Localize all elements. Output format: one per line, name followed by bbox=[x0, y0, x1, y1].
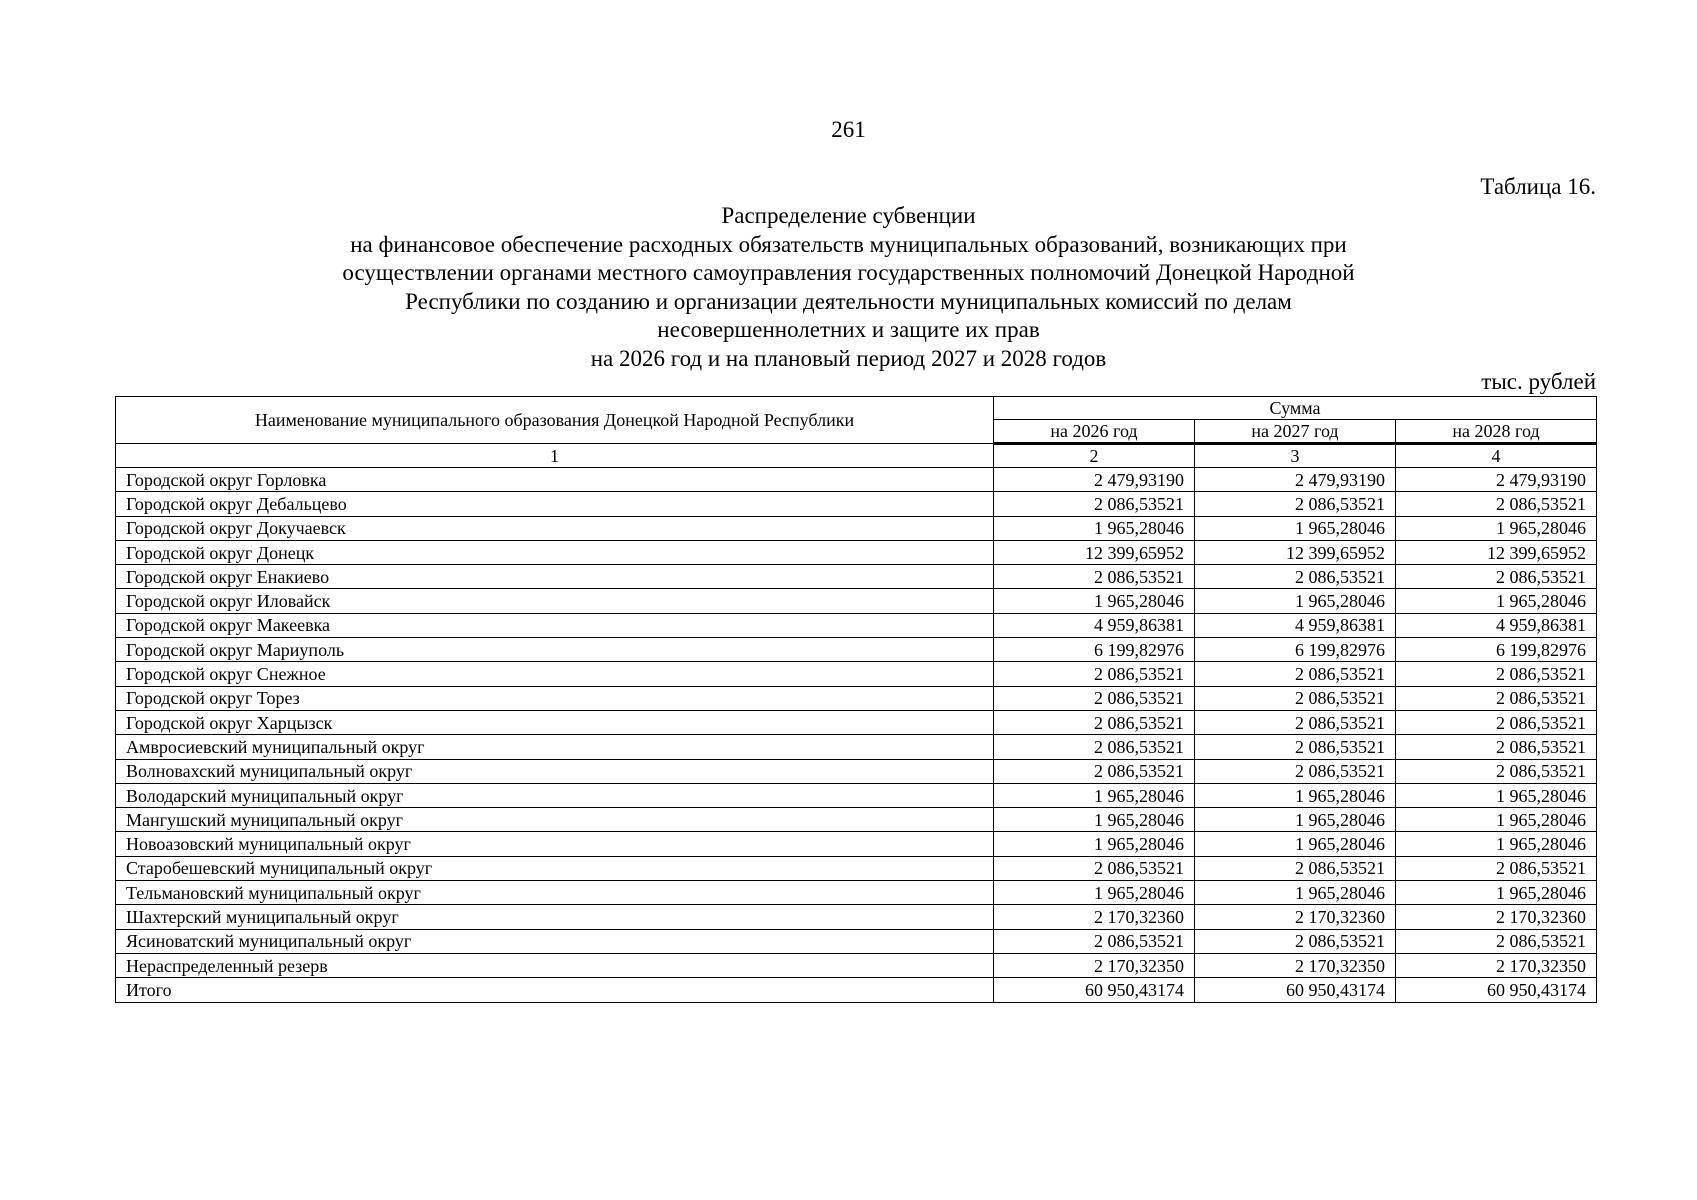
header-year-2028: на 2028 год bbox=[1396, 420, 1597, 444]
amount-2026: 2 170,32360 bbox=[994, 905, 1195, 929]
municipality-name: Старобешевский муниципальный округ bbox=[116, 856, 994, 880]
amount-2026: 1 965,28046 bbox=[994, 832, 1195, 856]
table-row bbox=[116, 953, 1597, 977]
amount-2028: 4 959,86381 bbox=[1396, 613, 1597, 637]
column-number: 3 bbox=[1195, 444, 1396, 468]
amount-2027: 1 965,28046 bbox=[1195, 589, 1396, 613]
amount-2027: 1 965,28046 bbox=[1195, 808, 1396, 832]
table-row bbox=[116, 589, 1597, 613]
amount-2026: 2 086,53521 bbox=[994, 686, 1195, 710]
amount-2027: 2 170,32360 bbox=[1195, 905, 1396, 929]
amount-2028: 2 086,53521 bbox=[1396, 565, 1597, 589]
amount-2026: 1 965,28046 bbox=[994, 516, 1195, 540]
amount-2027: 2 170,32350 bbox=[1195, 953, 1396, 977]
amount-2027: 60 950,43174 bbox=[1195, 978, 1396, 1002]
table-row bbox=[116, 468, 1597, 492]
amount-2028: 60 950,43174 bbox=[1396, 978, 1597, 1002]
table-row bbox=[116, 735, 1597, 759]
amount-2027: 2 086,53521 bbox=[1195, 856, 1396, 880]
amount-2028: 2 086,53521 bbox=[1396, 710, 1597, 734]
municipality-name: Волновахский муниципальный округ bbox=[116, 759, 994, 783]
amount-2027: 2 086,53521 bbox=[1195, 565, 1396, 589]
amount-2026: 2 086,53521 bbox=[994, 662, 1195, 686]
title-line: на финансовое обеспечение расходных обязательств муниципальных образований, возникающих при bbox=[350, 231, 1347, 257]
amount-2027: 1 965,28046 bbox=[1195, 783, 1396, 807]
amount-2026: 4 959,86381 bbox=[994, 613, 1195, 637]
municipality-name: Городской округ Макеевка bbox=[116, 613, 994, 637]
title-line: на 2026 год и на плановый период 2027 и 2028 годов bbox=[590, 345, 1107, 371]
amount-2026: 2 086,53521 bbox=[994, 759, 1195, 783]
municipality-name: Новоазовский муниципальный округ bbox=[116, 832, 994, 856]
table-row bbox=[116, 783, 1597, 807]
amount-2026: 2 479,93190 bbox=[994, 468, 1195, 492]
municipality-name: Ясиноватский муниципальный округ bbox=[116, 929, 994, 953]
amount-2026: 2 086,53521 bbox=[994, 565, 1195, 589]
table-row bbox=[116, 978, 1597, 1002]
municipality-name: Городской округ Иловайск bbox=[116, 589, 994, 613]
amount-2028: 1 965,28046 bbox=[1396, 881, 1597, 905]
amount-2026: 2 170,32350 bbox=[994, 953, 1195, 977]
municipality-name: Мангушский муниципальный округ bbox=[116, 808, 994, 832]
municipality-name: Нераспределенный резерв bbox=[116, 953, 994, 977]
subvention-table bbox=[115, 396, 1597, 1003]
amount-2028: 2 086,53521 bbox=[1396, 492, 1597, 516]
title-line: Распределение субвенции bbox=[721, 203, 976, 228]
amount-2028: 1 965,28046 bbox=[1396, 783, 1597, 807]
units-label: тыс. рублей bbox=[1481, 369, 1596, 394]
table-label: Таблица 16. bbox=[1480, 174, 1596, 199]
table-row bbox=[116, 492, 1597, 516]
amount-2026: 12 399,65952 bbox=[994, 540, 1195, 564]
amount-2026: 2 086,53521 bbox=[994, 710, 1195, 734]
amount-2027: 2 086,53521 bbox=[1195, 492, 1396, 516]
header-year-2026: на 2026 год bbox=[994, 420, 1195, 444]
amount-2026: 1 965,28046 bbox=[994, 589, 1195, 613]
table-row bbox=[116, 540, 1597, 564]
amount-2028: 2 086,53521 bbox=[1396, 662, 1597, 686]
municipality-name: Амвросиевский муниципальный округ bbox=[116, 735, 994, 759]
table-row bbox=[116, 881, 1597, 905]
amount-2027: 4 959,86381 bbox=[1195, 613, 1396, 637]
amount-2028: 1 965,28046 bbox=[1396, 832, 1597, 856]
amount-2027: 2 086,53521 bbox=[1195, 735, 1396, 759]
column-number: 2 bbox=[994, 444, 1195, 468]
amount-2028: 2 170,32360 bbox=[1396, 905, 1597, 929]
amount-2027: 2 086,53521 bbox=[1195, 759, 1396, 783]
municipality-name: Городской округ Мариуполь bbox=[116, 638, 994, 662]
amount-2026: 1 965,28046 bbox=[994, 783, 1195, 807]
municipality-name: Городской округ Дебальцево bbox=[116, 492, 994, 516]
table-row bbox=[116, 662, 1597, 686]
amount-2026: 2 086,53521 bbox=[994, 929, 1195, 953]
amount-2027: 1 965,28046 bbox=[1195, 832, 1396, 856]
table-row bbox=[116, 856, 1597, 880]
amount-2026: 2 086,53521 bbox=[994, 735, 1195, 759]
amount-2028: 1 965,28046 bbox=[1396, 589, 1597, 613]
document-title bbox=[200, 202, 1497, 373]
amount-2026: 2 086,53521 bbox=[994, 856, 1195, 880]
municipality-name: Городской округ Горловка bbox=[116, 468, 994, 492]
amount-2026: 1 965,28046 bbox=[994, 808, 1195, 832]
column-numbers-row bbox=[116, 444, 1597, 468]
amount-2026: 6 199,82976 bbox=[994, 638, 1195, 662]
municipality-name: Володарский муниципальный округ bbox=[116, 783, 994, 807]
municipality-name: Городской округ Торез bbox=[116, 686, 994, 710]
municipality-name: Шахтерский муниципальный округ bbox=[116, 905, 994, 929]
amount-2028: 2 086,53521 bbox=[1396, 856, 1597, 880]
amount-2028: 6 199,82976 bbox=[1396, 638, 1597, 662]
table-row bbox=[116, 808, 1597, 832]
amount-2028: 2 086,53521 bbox=[1396, 686, 1597, 710]
table-row bbox=[116, 613, 1597, 637]
amount-2028: 2 086,53521 bbox=[1396, 759, 1597, 783]
municipality-name: Городской округ Енакиево bbox=[116, 565, 994, 589]
table-row bbox=[116, 638, 1597, 662]
amount-2026: 2 086,53521 bbox=[994, 492, 1195, 516]
amount-2028: 2 479,93190 bbox=[1396, 468, 1597, 492]
header-sum-group: Сумма bbox=[994, 397, 1597, 420]
table-row bbox=[116, 929, 1597, 953]
amount-2028: 2 086,53521 bbox=[1396, 929, 1597, 953]
table-row bbox=[116, 710, 1597, 734]
table-row bbox=[116, 565, 1597, 589]
amount-2027: 6 199,82976 bbox=[1195, 638, 1396, 662]
table-row bbox=[116, 516, 1597, 540]
title-line: Республики по созданию и организации деятельности муниципальных комиссий по делам bbox=[405, 288, 1292, 314]
amount-2026: 60 950,43174 bbox=[994, 978, 1195, 1002]
amount-2028: 2 170,32350 bbox=[1396, 953, 1597, 977]
title-line: несовершеннолетних и защите их прав bbox=[657, 317, 1040, 342]
municipality-name: Городской округ Харцызск bbox=[116, 710, 994, 734]
amount-2027: 1 965,28046 bbox=[1195, 881, 1396, 905]
amount-2027: 2 086,53521 bbox=[1195, 686, 1396, 710]
amount-2027: 12 399,65952 bbox=[1195, 540, 1396, 564]
column-number: 1 bbox=[116, 444, 994, 468]
municipality-name: Итого bbox=[116, 978, 994, 1002]
municipality-name: Городской округ Снежное bbox=[116, 662, 994, 686]
amount-2027: 1 965,28046 bbox=[1195, 516, 1396, 540]
municipality-name: Тельмановский муниципальный округ bbox=[116, 881, 994, 905]
title-line: осуществлении органами местного самоуправления государственных полномочий Донецкой Народной bbox=[342, 260, 1355, 285]
amount-2027: 2 479,93190 bbox=[1195, 468, 1396, 492]
table-row bbox=[116, 832, 1597, 856]
municipality-name: Городской округ Докучаевск bbox=[116, 516, 994, 540]
page-number: 261 bbox=[831, 117, 866, 142]
amount-2028: 12 399,65952 bbox=[1396, 540, 1597, 564]
amount-2028: 1 965,28046 bbox=[1396, 516, 1597, 540]
amount-2026: 1 965,28046 bbox=[994, 881, 1195, 905]
amount-2028: 1 965,28046 bbox=[1396, 808, 1597, 832]
table-row bbox=[116, 759, 1597, 783]
municipality-name: Городской округ Донецк bbox=[116, 540, 994, 564]
table-row bbox=[116, 686, 1597, 710]
column-number: 4 bbox=[1396, 444, 1597, 468]
amount-2027: 2 086,53521 bbox=[1195, 662, 1396, 686]
amount-2028: 2 086,53521 bbox=[1396, 735, 1597, 759]
amount-2027: 2 086,53521 bbox=[1195, 929, 1396, 953]
header-name-column: Наименование муниципального образования Донецкой Народной Республики bbox=[116, 397, 994, 444]
table-row bbox=[116, 905, 1597, 929]
amount-2027: 2 086,53521 bbox=[1195, 710, 1396, 734]
table-header-row bbox=[116, 397, 1597, 420]
header-year-2027: на 2027 год bbox=[1195, 420, 1396, 444]
